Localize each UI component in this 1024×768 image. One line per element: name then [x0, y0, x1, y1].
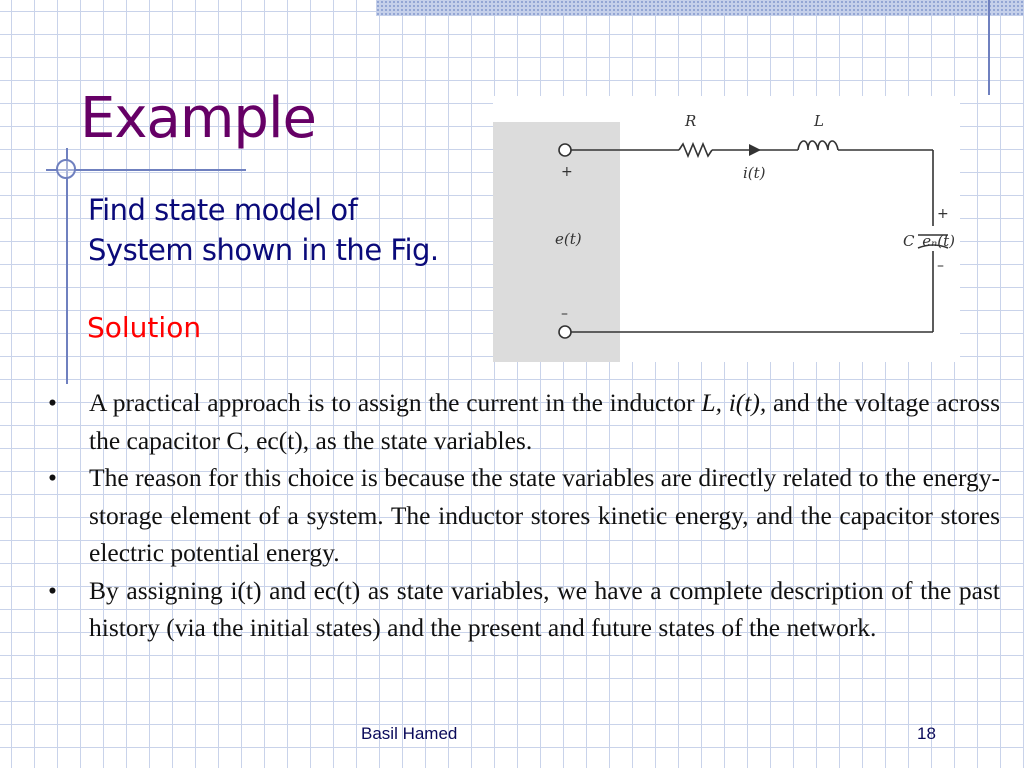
subtitle-line-2: System shown in the Fig.: [88, 233, 439, 267]
slide-subtitle: [88, 190, 439, 270]
current-label: i(t): [743, 164, 766, 182]
footer-author: Basil Hamed: [361, 724, 458, 743]
terminal-top: [559, 144, 571, 156]
solution-label: Solution: [87, 311, 202, 344]
inductor-label: L: [814, 112, 824, 130]
resistor-label: R: [685, 112, 697, 130]
capacitor-plus-sign: +: [937, 206, 949, 222]
source-plus-sign: +: [561, 164, 573, 180]
bullet-text: The reason for this choice is because the state variables are directly related to the energy-storage element of a system. The inductor stores kinetic energy, and the capacitor stores electric potential energy.: [89, 463, 1000, 567]
right-decorative-rule: [988, 0, 990, 95]
title-decorative-rule: [46, 169, 246, 171]
bullet-text: A practical approach is to assign the current in the inductor: [89, 388, 702, 417]
bullet-list: [48, 384, 1000, 647]
bullet-dot: •: [48, 575, 57, 605]
bullet-item: [48, 459, 1000, 572]
bullet-item: [48, 384, 1000, 459]
top-decorative-band: [376, 0, 1024, 16]
page-number: 18: [917, 724, 936, 743]
capacitor-minus-sign: –: [937, 258, 944, 274]
source-minus-sign: –: [561, 306, 568, 322]
bullet-text: By assigning i(t) and ec(t) as state variables, we have a complete description of the past history (via the initial states) and the present and future states of the network.: [89, 575, 1000, 642]
bullet-italic-text: L, i(t),: [701, 388, 767, 417]
terminal-bottom: [559, 326, 571, 338]
bullet-item: [48, 572, 1000, 647]
source-label: e(t): [555, 230, 582, 248]
bullet-dot: •: [48, 388, 57, 417]
bullet-text-continued: and the voltage across the capacitor C, ec(t), as the state variables.: [89, 388, 1000, 455]
left-decorative-rule: [66, 148, 68, 384]
circuit-diagram: [493, 96, 960, 362]
corner-circle-icon: [56, 159, 76, 179]
subtitle-line-1: Find state model of: [88, 193, 358, 227]
capacitor-label: C: [903, 232, 915, 250]
slide-title: Example: [80, 86, 316, 151]
bullet-dot: •: [48, 463, 57, 492]
capacitor-voltage-label: eₙ(t): [922, 232, 955, 250]
